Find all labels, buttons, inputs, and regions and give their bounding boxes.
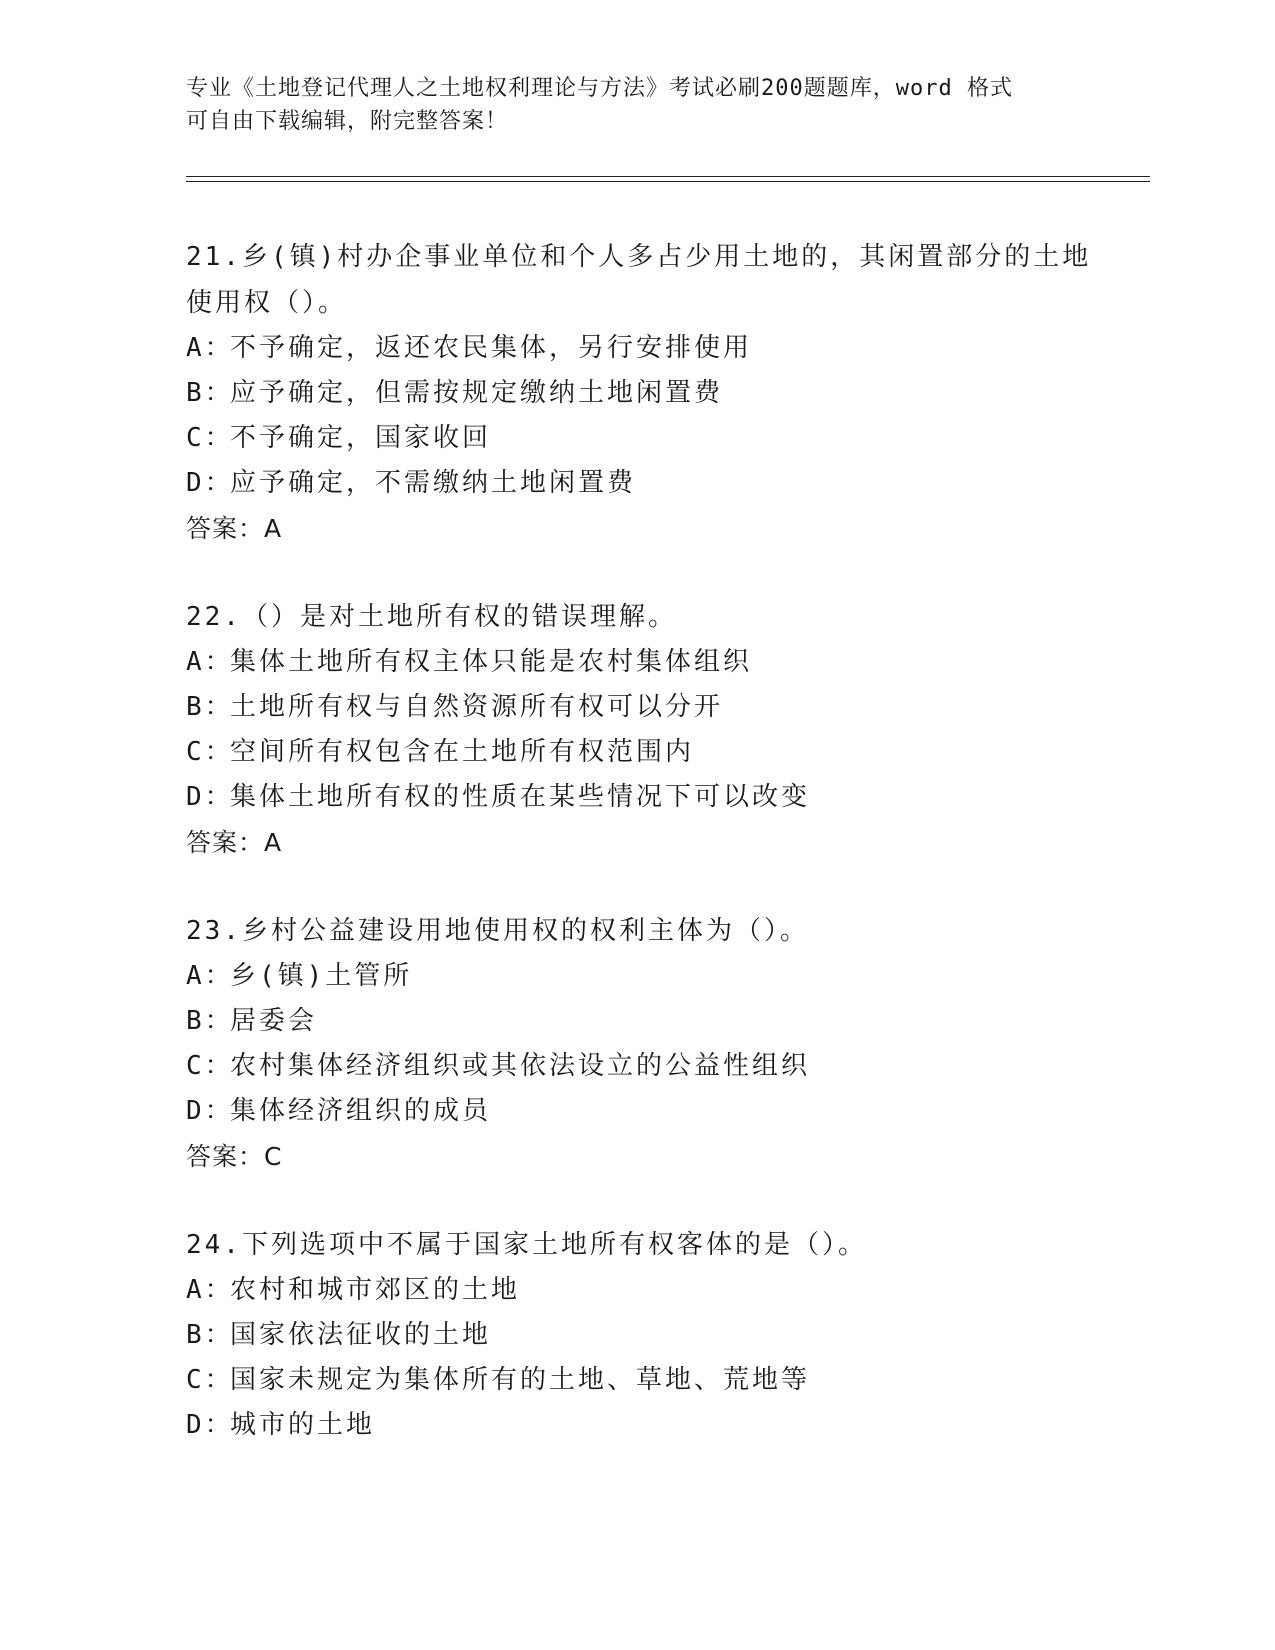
answer-option bbox=[186, 1403, 1086, 1448]
document-header bbox=[186, 72, 1086, 138]
option-key: D： bbox=[186, 1410, 234, 1440]
answer-line: 答案：A bbox=[186, 514, 283, 543]
option-text: 农村集体经济组织或其依法设立的公益性组织 bbox=[230, 1051, 811, 1081]
answer-option bbox=[186, 640, 1086, 685]
answer-option bbox=[186, 1313, 1086, 1358]
option-key: C： bbox=[186, 737, 234, 767]
option-key: B： bbox=[186, 1006, 234, 1036]
option-text: 城市的土地 bbox=[230, 1410, 376, 1440]
question-block bbox=[186, 1222, 1086, 1448]
answer-option bbox=[186, 954, 1086, 999]
option-text: 居委会 bbox=[230, 1006, 318, 1036]
answer-line: 答案：C bbox=[186, 1142, 283, 1171]
question-block bbox=[186, 594, 1086, 866]
question-title-line: 22.（）是对土地所有权的错误理解。 bbox=[186, 602, 677, 632]
option-key: A： bbox=[186, 647, 234, 677]
option-key: A： bbox=[186, 333, 234, 363]
question-title-line: 23.乡村公益建设用地使用权的权利主体为（）。 bbox=[186, 916, 809, 946]
question-title bbox=[186, 1222, 1086, 1268]
answer-line: 答案：A bbox=[186, 828, 283, 857]
option-key: C： bbox=[186, 1365, 234, 1395]
question-title bbox=[186, 594, 1086, 640]
option-text: 集体土地所有权的性质在某些情况下可以改变 bbox=[230, 782, 811, 812]
question-title-line: 21.乡(镇)村办企事业单位和个人多占少用土地的，其闲置部分的土地 bbox=[186, 242, 1092, 272]
answer-option bbox=[186, 326, 1086, 371]
answer-option bbox=[186, 1268, 1086, 1313]
question-title bbox=[186, 908, 1086, 954]
option-text: 应予确定，但需按规定缴纳土地闲置费 bbox=[230, 378, 724, 408]
header-divider-bottom bbox=[186, 181, 1150, 182]
option-text: 集体经济组织的成员 bbox=[230, 1096, 492, 1126]
option-text: 不予确定，返还农民集体，另行安排使用 bbox=[230, 333, 753, 363]
option-key: C： bbox=[186, 1051, 234, 1081]
option-key: D： bbox=[186, 782, 234, 812]
option-key: A： bbox=[186, 961, 234, 991]
option-text: 国家未规定为集体所有的土地、草地、荒地等 bbox=[230, 1365, 811, 1395]
answer-option bbox=[186, 1358, 1086, 1403]
option-text: 国家依法征收的土地 bbox=[230, 1320, 492, 1350]
option-key: C： bbox=[186, 423, 234, 453]
header-divider-top bbox=[186, 176, 1150, 177]
option-key: B： bbox=[186, 692, 234, 722]
option-key: D： bbox=[186, 468, 234, 498]
answer-option bbox=[186, 371, 1086, 416]
answer-option bbox=[186, 1089, 1086, 1134]
answer-option bbox=[186, 730, 1086, 775]
option-text: 空间所有权包含在土地所有权范围内 bbox=[230, 737, 695, 767]
answer-option bbox=[186, 999, 1086, 1044]
answer-option bbox=[186, 775, 1086, 820]
answer-option bbox=[186, 685, 1086, 730]
header-line-1: 专业《土地登记代理人之土地权利理论与方法》考试必刷200题题库，word 格式 bbox=[186, 76, 1013, 101]
option-text: 不予确定，国家收回 bbox=[230, 423, 492, 453]
question-block bbox=[186, 234, 1092, 552]
question-title bbox=[186, 234, 1092, 326]
question-block bbox=[186, 908, 1086, 1180]
question-title-line: 24.下列选项中不属于国家土地所有权客体的是（）。 bbox=[186, 1230, 867, 1260]
answer-option bbox=[186, 1044, 1086, 1089]
option-key: B： bbox=[186, 378, 234, 408]
option-key: B： bbox=[186, 1320, 234, 1350]
option-text: 应予确定，不需缴纳土地闲置费 bbox=[230, 468, 637, 498]
option-text: 农村和城市郊区的土地 bbox=[230, 1275, 521, 1305]
answer-option bbox=[186, 461, 1086, 506]
option-text: 乡(镇)土管所 bbox=[230, 961, 413, 991]
answer-option bbox=[186, 416, 1086, 461]
option-text: 土地所有权与自然资源所有权可以分开 bbox=[230, 692, 724, 722]
header-line-2: 可自由下载编辑，附完整答案！ bbox=[186, 109, 509, 134]
option-key: A： bbox=[186, 1275, 234, 1305]
option-key: D： bbox=[186, 1096, 234, 1126]
option-text: 集体土地所有权主体只能是农村集体组织 bbox=[230, 647, 753, 677]
question-list bbox=[186, 234, 1092, 1490]
question-title-line: 使用权（）。 bbox=[186, 288, 348, 318]
